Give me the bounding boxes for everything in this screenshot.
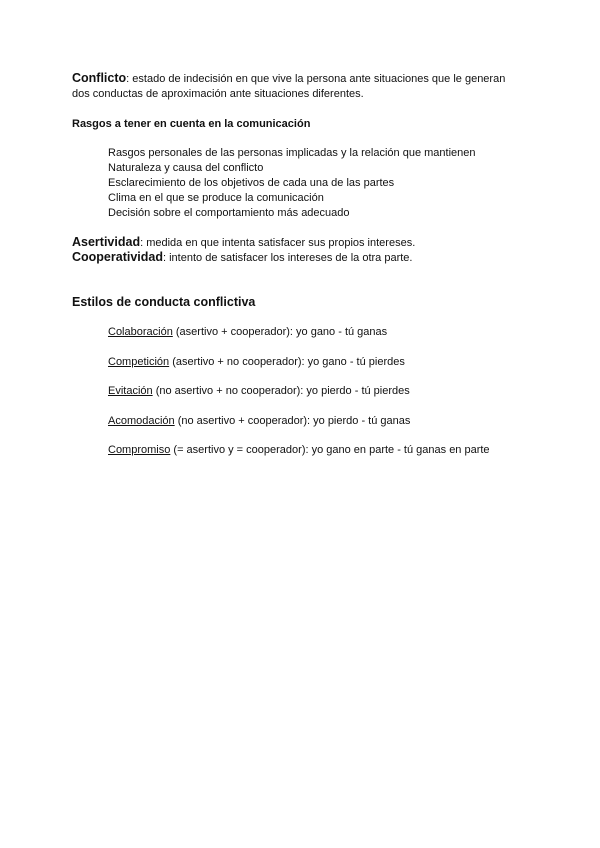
conflicto-definition [72,71,505,102]
estilo-desc: (= asertivo y = cooperador): yo gano en parte - tú ganas en parte [170,444,490,456]
rasgos-heading: Rasgos a tener en cuenta en la comunicación [72,118,311,130]
rasgos-list [108,146,476,221]
estilo-name: Compromiso [108,444,171,456]
estilo-name: Evitación [108,385,153,397]
cooperatividad-text: : intento de satisfacer los intereses de la otra parte. [163,252,413,264]
estilo-desc: (no asertivo + cooperador): yo pierdo - tú ganas [174,415,411,427]
estilo-name: Colaboración [108,326,173,338]
conflicto-text-1: : estado de indecisión en que vive la persona ante situaciones que le generan [126,73,506,85]
asertividad-definition [72,235,415,251]
estilo-name: Acomodación [108,415,175,427]
asertividad-text: : medida en que intenta satisfacer sus propios intereses. [140,237,416,249]
estilo-desc: (no asertivo + no cooperador): yo pierdo - tú pierdes [152,385,410,397]
estilos-heading: Estilos de conducta conflictiva [72,295,256,309]
estilo-competicion [108,356,405,368]
cooperatividad-term: Cooperatividad [72,250,163,264]
conflicto-line-2: dos conductas de aproximación ante situaciones diferentes. [72,88,364,100]
list-item: Esclarecimiento de los objetivos de cada una de las partes [108,177,395,189]
conflicto-term: Conflicto [72,71,127,85]
estilo-acomodacion [108,415,410,427]
list-item: Clima en el que se produce la comunicación [108,192,324,204]
estilo-colaboracion [108,326,387,338]
list-item: Decisión sobre el comportamiento más adecuado [108,207,350,219]
cooperatividad-definition [72,250,412,266]
estilo-name: Competición [108,356,170,368]
list-item: Naturaleza y causa del conflicto [108,162,264,174]
conflicto-line-1 [72,71,505,87]
estilo-desc: (asertivo + no cooperador): yo gano - tú pierdes [169,356,405,368]
asertividad-term: Asertividad [72,235,141,249]
estilo-desc: (asertivo + cooperador): yo gano - tú ganas [172,326,388,338]
estilo-evitacion [108,385,410,397]
list-item: Rasgos personales de las personas implicadas y la relación que mantienen [108,147,476,159]
estilo-compromiso [108,444,490,456]
